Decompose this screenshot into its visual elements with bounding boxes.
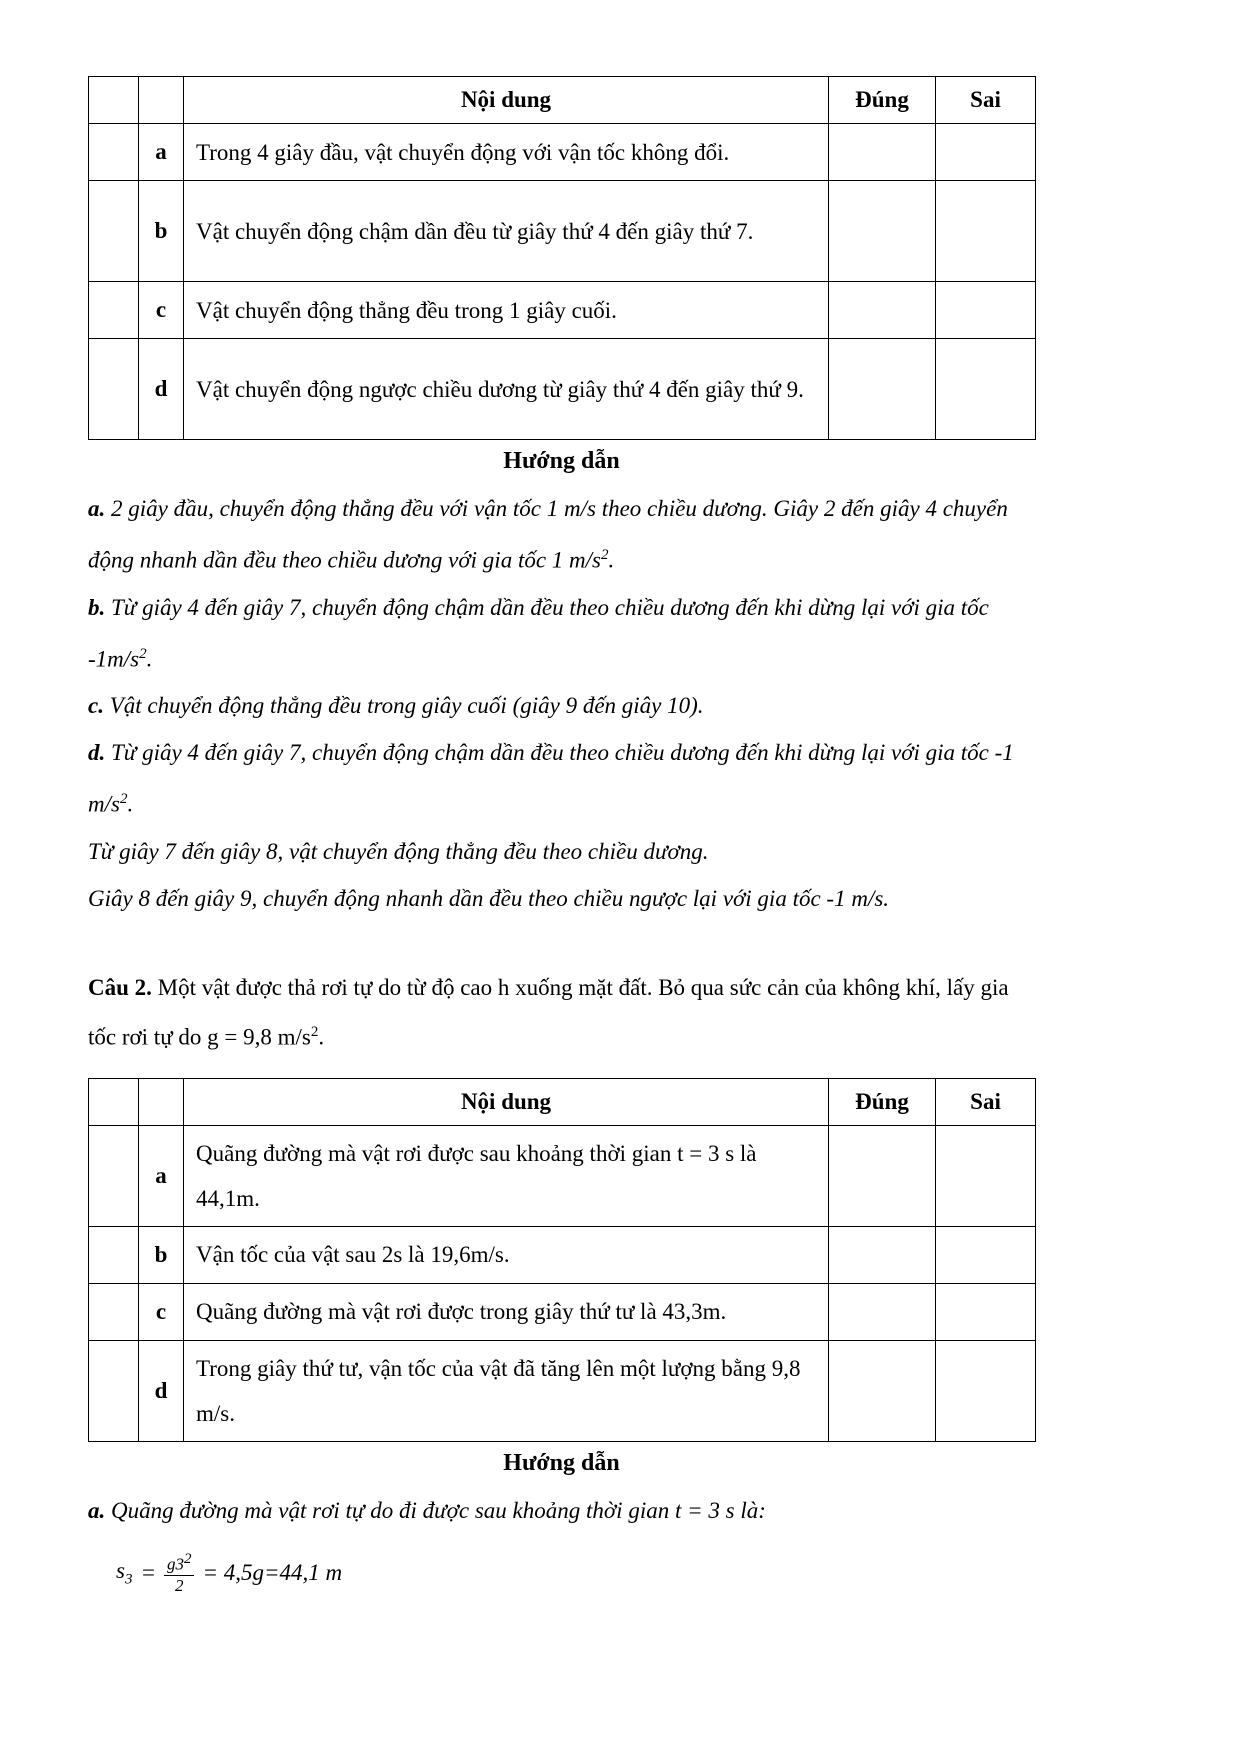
row-content: Quãng đường mà vật rơi được trong giây thứ tư là 43,3m.: [184, 1283, 829, 1340]
guide1-title: Hướng dẫn: [503, 448, 620, 474]
header-sai: Sai: [936, 77, 1036, 124]
row-label: b: [139, 1226, 184, 1283]
cell-sai: [936, 1226, 1036, 1283]
row-label: c: [139, 282, 184, 339]
table-row: [89, 124, 1036, 181]
empty-cell: [89, 181, 139, 282]
guide1-item-c: [88, 682, 1035, 729]
cell-sai: [936, 282, 1036, 339]
question2-table: [88, 1078, 1036, 1442]
formula-rhs: = 4,5g=44,1 m: [202, 1559, 343, 1585]
table-header-row: [89, 77, 1036, 124]
header-sai: Sai: [936, 1078, 1036, 1125]
empty-header-cell: [139, 1078, 184, 1125]
row-content: Trong 4 giây đầu, vật chuyển động với vận tốc không đổi.: [184, 124, 829, 181]
guide2-item-a: [88, 1487, 1035, 1534]
superscript: 2: [310, 1023, 319, 1040]
cell-dung: [829, 1226, 936, 1283]
item-text: Giây 8 đến giây 9, chuyển động nhanh dần đều theo chiều ngược lại với gia tốc -1 m/s.: [88, 885, 890, 911]
item-letter: a.: [88, 1497, 106, 1523]
table-header-row: [89, 1078, 1036, 1125]
table-row: [89, 1340, 1036, 1441]
table-row: [89, 181, 1036, 282]
cell-dung: [829, 1340, 936, 1441]
guide2-title: Hướng dẫn: [503, 1449, 620, 1476]
header-noidung: Nội dung: [184, 77, 829, 124]
item-tail: .: [146, 646, 153, 672]
row-label: c: [139, 1283, 184, 1340]
question1-table: [88, 76, 1036, 440]
subscript: 3: [124, 1571, 133, 1588]
header-noidung: Nội dung: [184, 1078, 829, 1125]
cell-dung: [829, 1125, 936, 1226]
table-row: [89, 1283, 1036, 1340]
cell-sai: [936, 1340, 1036, 1441]
item-letter: b.: [88, 594, 106, 620]
item-letter: a.: [88, 496, 106, 521]
row-label: a: [139, 124, 184, 181]
superscript: 2: [183, 1550, 192, 1567]
equals-sign: =: [140, 1559, 156, 1585]
guide1-item-a: [88, 485, 1035, 584]
empty-cell: [89, 282, 139, 339]
header-dung: Đúng: [829, 77, 936, 124]
item-text: 2 giây đầu, chuyển động thẳng đều với vận tốc 1 m/s theo chiều dương. Giây 2 đến giây 4 chuyển động nhanh dần đều theo chiều dương với gia tốc 1 m/s: [88, 496, 1008, 573]
row-label: a: [139, 1125, 184, 1226]
header-dung: Đúng: [829, 1078, 936, 1125]
cell-dung: [829, 124, 936, 181]
fraction-denominator: 2: [174, 1575, 184, 1595]
cell-dung: [829, 282, 936, 339]
cell-dung: [829, 1283, 936, 1340]
row-label: d: [139, 339, 184, 440]
fraction-numerator: $g3^2$: [164, 1550, 195, 1576]
row-label: d: [139, 1340, 184, 1441]
empty-cell: [89, 1125, 139, 1226]
question2-statement: [88, 966, 1035, 1060]
row-label: b: [139, 181, 184, 282]
row-content: Vận tốc của vật sau 2s là 19,6m/s.: [184, 1226, 829, 1283]
item-letter: c.: [88, 693, 104, 719]
table-row: [89, 282, 1036, 339]
empty-cell: [89, 339, 139, 440]
table-row: [89, 1125, 1036, 1226]
cell-sai: [936, 339, 1036, 440]
question-label: Câu 2.: [88, 974, 152, 1000]
superscript: 2: [139, 645, 147, 662]
empty-cell: [89, 1283, 139, 1340]
row-content: Quãng đường mà vật rơi được sau khoảng thời gian t = 3 s là 44,1m.: [184, 1125, 829, 1226]
table-row: [89, 1226, 1036, 1283]
guide1-item-b: [88, 584, 1035, 683]
empty-header-cell: [89, 1078, 139, 1125]
cell-dung: [829, 181, 936, 282]
document-content: [88, 0, 1035, 1596]
formula-lhs: $s_3$: [116, 1557, 133, 1588]
item-tail: .: [127, 791, 134, 817]
cell-sai: [936, 1125, 1036, 1226]
item-tail: .: [608, 547, 615, 573]
cell-dung: [829, 339, 936, 440]
item-text: Từ giây 4 đến giây 7, chuyển động chậm dần đều theo chiều dương đến khi dừng lại với gia tốc -1m/s: [88, 594, 989, 672]
formula-s3: [116, 1550, 1035, 1596]
empty-cell: [89, 124, 139, 181]
guide1-item-extra1: [88, 828, 1035, 875]
item-text: Vật chuyển động thẳng đều trong giây cuối (giây 9 đến giây 10).: [109, 693, 704, 719]
cell-sai: [936, 124, 1036, 181]
question-text: Một vật được thả rơi tự do từ độ cao h xuống mặt đất. Bỏ qua sức cản của không khí, lấy gia tốc rơi tự do g = 9,8 m/s: [88, 974, 1009, 1050]
row-content: Vật chuyển động chậm dần đều từ giây thứ 4 đến giây thứ 7.: [184, 181, 829, 282]
superscript: 2: [601, 547, 609, 563]
item-text: Từ giây 7 đến giây 8, vật chuyển động thẳng đều theo chiều dương.: [88, 838, 709, 864]
item-text: Từ giây 4 đến giây 7, chuyển động chậm dần đều theo chiều dương đến khi dừng lại với gia tốc -1 m/s: [88, 740, 1014, 817]
cell-sai: [936, 181, 1036, 282]
guide1-item-extra2: [88, 875, 1035, 922]
empty-header-cell: [89, 77, 139, 124]
superscript: 2: [119, 791, 128, 808]
fraction: [164, 1550, 195, 1596]
row-content: Vật chuyển động thẳng đều trong 1 giây cuối.: [184, 282, 829, 339]
empty-cell: [89, 1340, 139, 1441]
question-tail: .: [318, 1024, 325, 1050]
table-row: [89, 339, 1036, 440]
cell-sai: [936, 1283, 1036, 1340]
item-letter: d.: [88, 740, 106, 766]
empty-cell: [89, 1226, 139, 1283]
row-content: Trong giây thứ tư, vận tốc của vật đã tăng lên một lượng bằng 9,8 m/s.: [184, 1340, 829, 1441]
empty-header-cell: [139, 77, 184, 124]
guide1-item-d: [88, 729, 1035, 828]
row-content: Vật chuyển động ngược chiều dương từ giây thứ 4 đến giây thứ 9.: [184, 339, 829, 440]
item-text: Quãng đường mà vật rơi tự do đi được sau khoảng thời gian t = 3 s là:: [111, 1497, 766, 1523]
